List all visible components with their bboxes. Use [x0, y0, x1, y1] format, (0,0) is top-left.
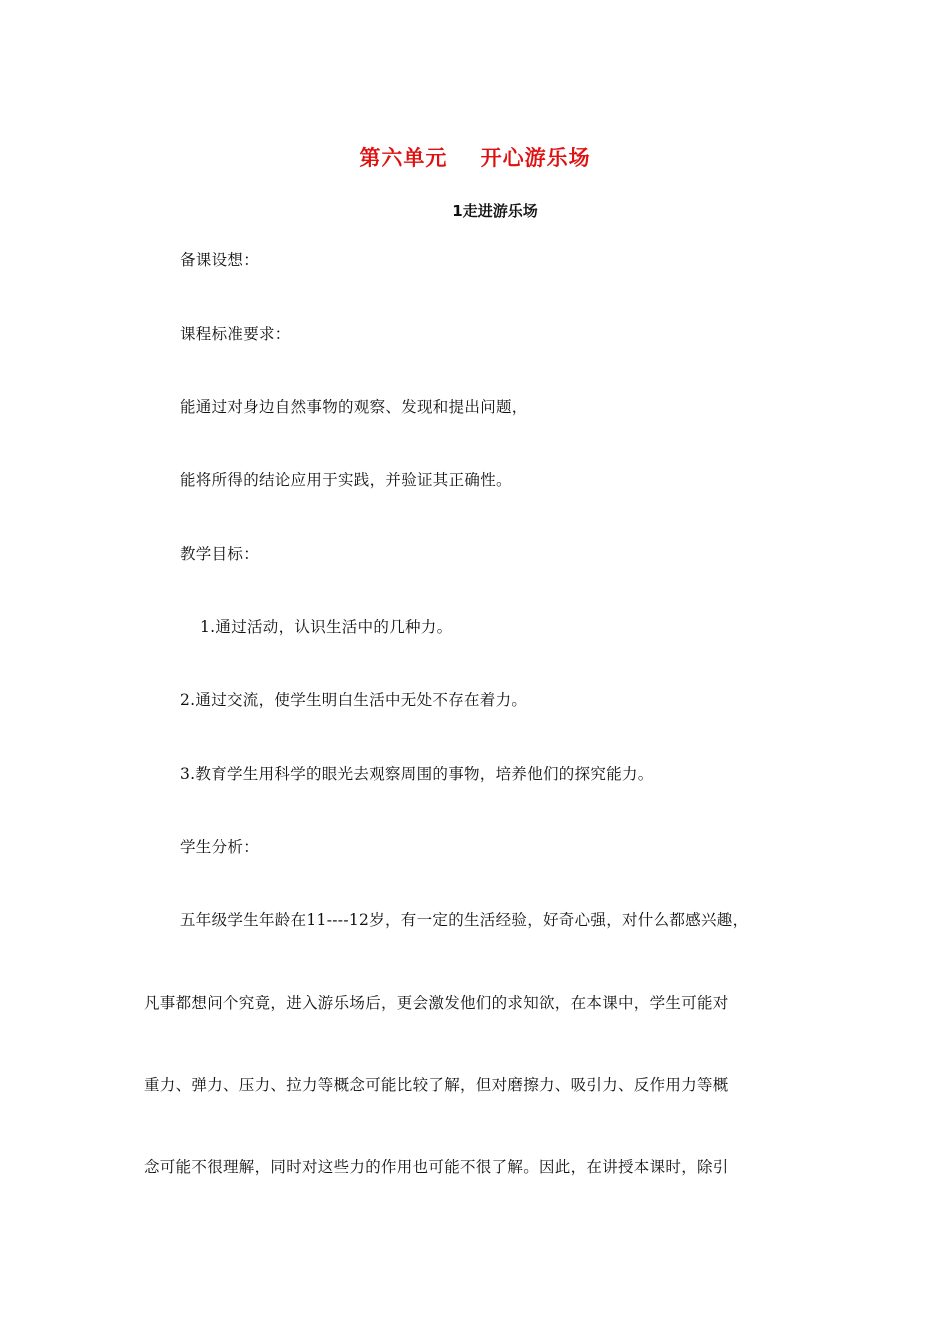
paragraph-line: 能通过对身边自然事物的观察、发现和提出问题， — [180, 398, 528, 416]
paragraph-line: 重力、弹力、压力、拉力等概念可能比较了解，但对磨擦力、吸引力、反作用力等概 — [144, 1076, 729, 1094]
goal-item-1: 1.通过活动，认识生活中的几种力。 — [200, 618, 453, 636]
unit-title: 第六单元 开心游乐场 — [359, 146, 591, 170]
paragraph-line: 五年级学生年龄在11----12岁，有一定的生活经验，好奇心强，对什么都感兴趣， — [180, 911, 749, 929]
goal-item-2: 2.通过交流，使学生明白生活中无处不存在着力。 — [180, 691, 528, 709]
paragraph-line: 念可能不很理解，同时对这些力的作用也可能不很了解。因此，在讲授本课时，除引 — [144, 1158, 729, 1176]
paragraph-line: 能将所得的结论应用于实践，并验证其正确性。 — [180, 471, 512, 489]
heading-curriculum-standard: 课程标准要求： — [180, 325, 291, 343]
paragraph-line: 凡事都想问个究竟，进入游乐场后，更会激发他们的求知欲，在本课中，学生可能对 — [144, 994, 729, 1012]
lesson-title: 1走进游乐场 — [452, 202, 538, 220]
heading-preparation: 备课设想： — [180, 251, 260, 269]
goal-item-3: 3.教育学生用科学的眼光去观察周围的事物，培养他们的探究能力。 — [180, 765, 654, 783]
heading-student-analysis: 学生分析： — [180, 838, 260, 856]
heading-teaching-goals: 教学目标： — [180, 545, 260, 563]
